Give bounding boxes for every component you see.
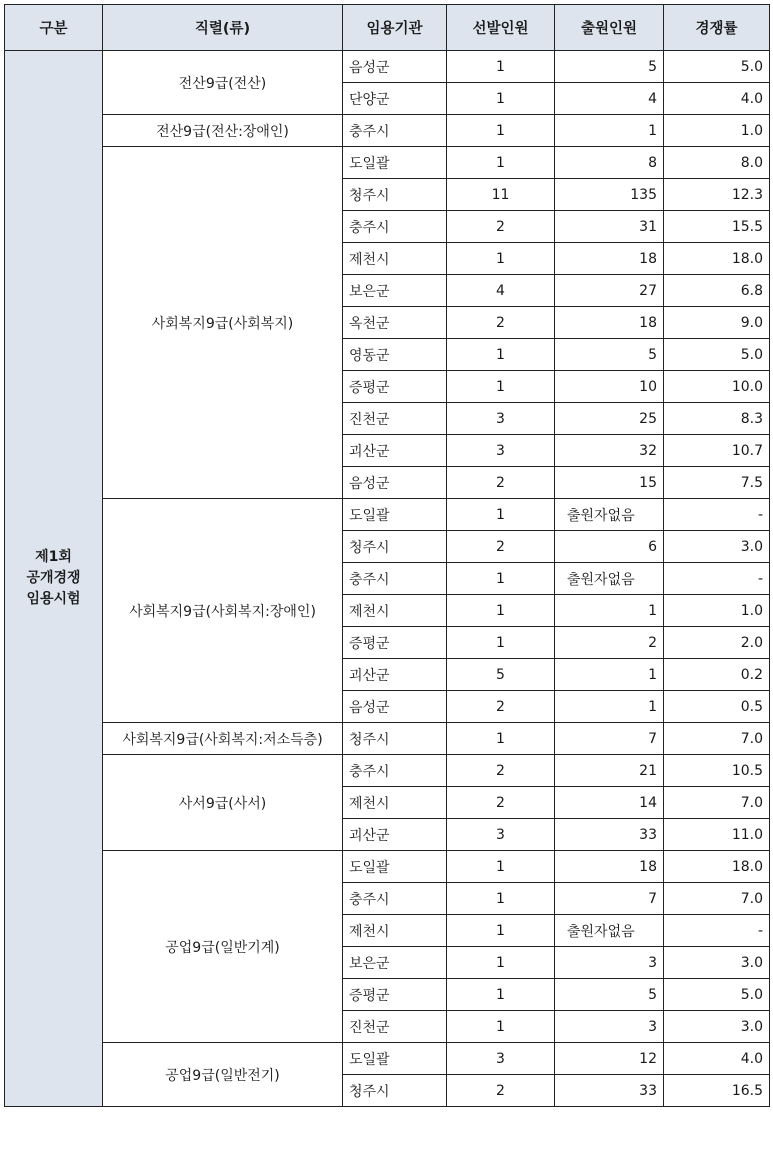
competition-ratio-cell: 10.5 — [664, 755, 770, 787]
table-row — [5, 755, 770, 787]
selected-count-cell: 1 — [447, 499, 555, 531]
agency-cell: 도일괄 — [343, 499, 447, 531]
table-row — [5, 723, 770, 755]
selected-count-cell: 3 — [447, 435, 555, 467]
category-cell — [5, 51, 103, 1107]
competition-ratio-cell: 7.5 — [664, 467, 770, 499]
competition-ratio-cell: 0.5 — [664, 691, 770, 723]
competition-ratio-cell: 11.0 — [664, 819, 770, 851]
header-position: 직렬(류) — [103, 5, 343, 51]
position-cell: 사회복지9급(사회복지:장애인) — [103, 499, 343, 723]
competition-ratio-cell: 8.0 — [664, 147, 770, 179]
selected-count-cell: 1 — [447, 947, 555, 979]
competition-ratio-cell: 4.0 — [664, 83, 770, 115]
competition-ratio-cell: - — [664, 563, 770, 595]
applicant-count-cell: 12 — [555, 1043, 664, 1075]
applicant-count-cell: 1 — [555, 595, 664, 627]
agency-cell: 괴산군 — [343, 659, 447, 691]
agency-cell: 충주시 — [343, 563, 447, 595]
selected-count-cell: 2 — [447, 467, 555, 499]
agency-cell: 음성군 — [343, 691, 447, 723]
competition-ratio-cell: 7.0 — [664, 883, 770, 915]
agency-cell: 제천시 — [343, 243, 447, 275]
agency-cell: 보은군 — [343, 275, 447, 307]
agency-cell: 증평군 — [343, 627, 447, 659]
selected-count-cell: 2 — [447, 691, 555, 723]
competition-ratio-cell: - — [664, 499, 770, 531]
agency-cell: 청주시 — [343, 1075, 447, 1107]
applicant-count-cell: 6 — [555, 531, 664, 563]
selected-count-cell: 2 — [447, 307, 555, 339]
applicant-count-cell: 1 — [555, 691, 664, 723]
selected-count-cell: 1 — [447, 243, 555, 275]
competition-ratio-cell: - — [664, 915, 770, 947]
table-row — [5, 115, 770, 147]
applicant-count-cell: 출원자없음 — [555, 915, 664, 947]
applicant-count-cell: 출원자없음 — [555, 563, 664, 595]
position-cell: 공업9급(일반전기) — [103, 1043, 343, 1107]
competition-ratio-cell: 18.0 — [664, 851, 770, 883]
agency-cell: 증평군 — [343, 371, 447, 403]
agency-cell: 옥천군 — [343, 307, 447, 339]
category-line: 제1회 — [35, 549, 72, 565]
applicant-count-cell: 5 — [555, 339, 664, 371]
selected-count-cell: 4 — [447, 275, 555, 307]
applicant-count-cell: 135 — [555, 179, 664, 211]
competition-ratio-cell: 7.0 — [664, 723, 770, 755]
position-cell: 전산9급(전산:장애인) — [103, 115, 343, 147]
applicant-count-cell: 21 — [555, 755, 664, 787]
applicant-count-cell: 18 — [555, 243, 664, 275]
selected-count-cell: 1 — [447, 563, 555, 595]
applicant-count-cell: 3 — [555, 947, 664, 979]
selected-count-cell: 1 — [447, 147, 555, 179]
applicant-count-cell: 31 — [555, 211, 664, 243]
competition-ratio-cell: 6.8 — [664, 275, 770, 307]
competition-ratio-cell: 1.0 — [664, 595, 770, 627]
header-agency: 임용기관 — [343, 5, 447, 51]
agency-cell: 음성군 — [343, 467, 447, 499]
applicant-count-cell: 5 — [555, 51, 664, 83]
applicant-count-cell: 7 — [555, 883, 664, 915]
position-cell: 사서9급(사서) — [103, 755, 343, 851]
competition-ratio-cell: 1.0 — [664, 115, 770, 147]
agency-cell: 충주시 — [343, 883, 447, 915]
applicant-count-cell: 8 — [555, 147, 664, 179]
competition-ratio-cell: 7.0 — [664, 787, 770, 819]
selected-count-cell: 2 — [447, 787, 555, 819]
agency-cell: 청주시 — [343, 179, 447, 211]
position-cell: 전산9급(전산) — [103, 51, 343, 115]
applicant-count-cell: 15 — [555, 467, 664, 499]
table-row — [5, 1043, 770, 1075]
applicant-count-cell: 5 — [555, 979, 664, 1011]
competition-ratio-cell: 0.2 — [664, 659, 770, 691]
selected-count-cell: 1 — [447, 371, 555, 403]
agency-cell: 보은군 — [343, 947, 447, 979]
table-body — [5, 51, 770, 1107]
selected-count-cell: 2 — [447, 1075, 555, 1107]
table-row — [5, 51, 770, 83]
competition-ratio-cell: 5.0 — [664, 339, 770, 371]
agency-cell: 괴산군 — [343, 435, 447, 467]
agency-cell: 충주시 — [343, 115, 447, 147]
agency-cell: 제천시 — [343, 787, 447, 819]
competition-ratio-cell: 10.0 — [664, 371, 770, 403]
agency-cell: 제천시 — [343, 595, 447, 627]
applicant-count-cell: 1 — [555, 659, 664, 691]
competition-ratio-cell: 4.0 — [664, 1043, 770, 1075]
selected-count-cell: 2 — [447, 755, 555, 787]
category-line: 임용시험 — [26, 591, 81, 607]
applicant-count-cell: 33 — [555, 819, 664, 851]
selected-count-cell: 1 — [447, 595, 555, 627]
selected-count-cell: 1 — [447, 915, 555, 947]
competition-ratio-cell: 9.0 — [664, 307, 770, 339]
applicant-count-cell: 18 — [555, 851, 664, 883]
agency-cell: 청주시 — [343, 531, 447, 563]
table-header — [5, 5, 770, 51]
header-applicants: 출원인원 — [555, 5, 664, 51]
selected-count-cell: 1 — [447, 979, 555, 1011]
selected-count-cell: 3 — [447, 403, 555, 435]
recruitment-table — [4, 4, 770, 1107]
selected-count-cell: 1 — [447, 883, 555, 915]
agency-cell: 영동군 — [343, 339, 447, 371]
position-cell: 사회복지9급(사회복지:저소득층) — [103, 723, 343, 755]
competition-ratio-cell: 18.0 — [664, 243, 770, 275]
selected-count-cell: 1 — [447, 723, 555, 755]
agency-cell: 도일괄 — [343, 1043, 447, 1075]
position-cell: 사회복지9급(사회복지) — [103, 147, 343, 499]
agency-cell: 음성군 — [343, 51, 447, 83]
applicant-count-cell: 27 — [555, 275, 664, 307]
agency-cell: 괴산군 — [343, 819, 447, 851]
competition-ratio-cell: 5.0 — [664, 51, 770, 83]
agency-cell: 청주시 — [343, 723, 447, 755]
competition-ratio-cell: 5.0 — [664, 979, 770, 1011]
selected-count-cell: 1 — [447, 339, 555, 371]
competition-ratio-cell: 3.0 — [664, 947, 770, 979]
agency-cell: 단양군 — [343, 83, 447, 115]
applicant-count-cell: 7 — [555, 723, 664, 755]
applicant-count-cell: 4 — [555, 83, 664, 115]
position-cell: 공업9급(일반기계) — [103, 851, 343, 1043]
competition-ratio-cell: 15.5 — [664, 211, 770, 243]
competition-ratio-cell: 12.3 — [664, 179, 770, 211]
selected-count-cell: 11 — [447, 179, 555, 211]
agency-cell: 진천군 — [343, 403, 447, 435]
selected-count-cell: 2 — [447, 531, 555, 563]
selected-count-cell: 3 — [447, 819, 555, 851]
applicant-count-cell: 14 — [555, 787, 664, 819]
applicant-count-cell: 10 — [555, 371, 664, 403]
selected-count-cell: 5 — [447, 659, 555, 691]
agency-cell: 충주시 — [343, 211, 447, 243]
selected-count-cell: 1 — [447, 627, 555, 659]
selected-count-cell: 1 — [447, 51, 555, 83]
selected-count-cell: 1 — [447, 851, 555, 883]
applicant-count-cell: 18 — [555, 307, 664, 339]
agency-cell: 도일괄 — [343, 851, 447, 883]
competition-ratio-cell: 8.3 — [664, 403, 770, 435]
agency-cell: 도일괄 — [343, 147, 447, 179]
agency-cell: 증평군 — [343, 979, 447, 1011]
category-line: 공개경쟁 — [26, 570, 81, 586]
table-row — [5, 851, 770, 883]
selected-count-cell: 3 — [447, 1043, 555, 1075]
competition-ratio-cell: 10.7 — [664, 435, 770, 467]
agency-cell: 충주시 — [343, 755, 447, 787]
header-selected: 선발인원 — [447, 5, 555, 51]
competition-ratio-cell: 3.0 — [664, 531, 770, 563]
applicant-count-cell: 출원자없음 — [555, 499, 664, 531]
agency-cell: 진천군 — [343, 1011, 447, 1043]
table-row — [5, 499, 770, 531]
table-row — [5, 147, 770, 179]
selected-count-cell: 2 — [447, 211, 555, 243]
selected-count-cell: 1 — [447, 115, 555, 147]
applicant-count-cell: 1 — [555, 115, 664, 147]
applicant-count-cell: 32 — [555, 435, 664, 467]
applicant-count-cell: 33 — [555, 1075, 664, 1107]
header-category: 구분 — [5, 5, 103, 51]
applicant-count-cell: 2 — [555, 627, 664, 659]
applicant-count-cell: 3 — [555, 1011, 664, 1043]
competition-ratio-cell: 2.0 — [664, 627, 770, 659]
selected-count-cell: 1 — [447, 1011, 555, 1043]
applicant-count-cell: 25 — [555, 403, 664, 435]
selected-count-cell: 1 — [447, 83, 555, 115]
header-ratio: 경쟁률 — [664, 5, 770, 51]
competition-ratio-cell: 16.5 — [664, 1075, 770, 1107]
agency-cell: 제천시 — [343, 915, 447, 947]
competition-ratio-cell: 3.0 — [664, 1011, 770, 1043]
